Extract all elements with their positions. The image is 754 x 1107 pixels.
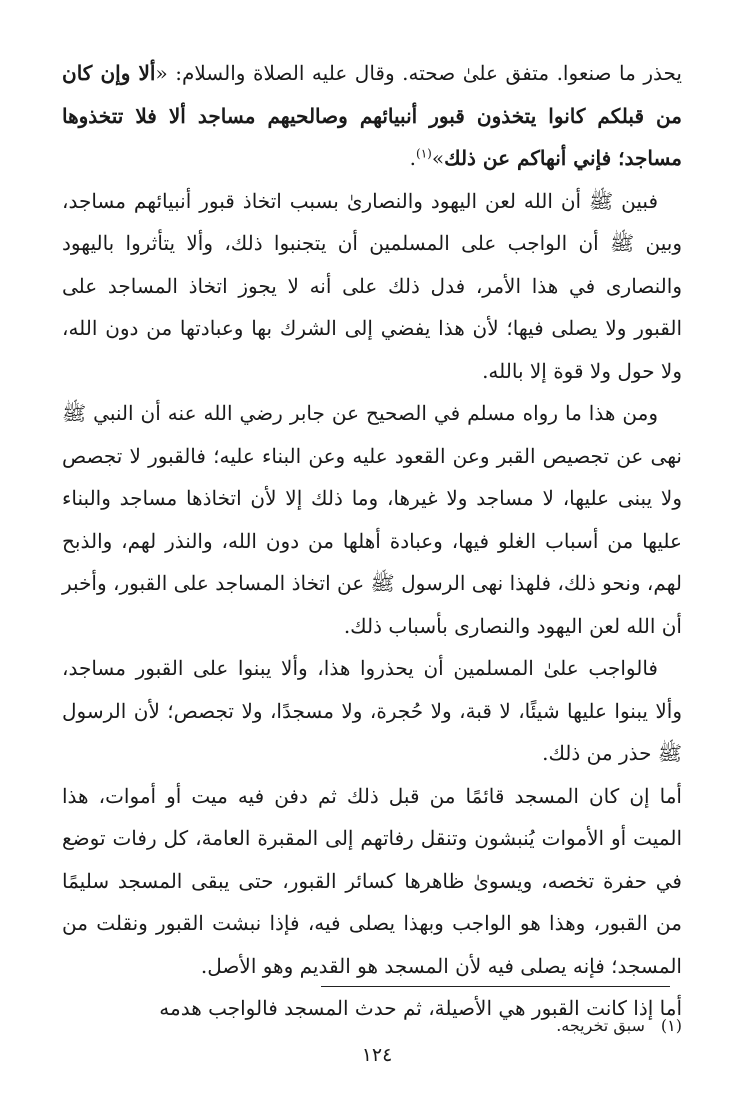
footnote — [82, 1014, 682, 1038]
paragraph-3: ومن هذا ما رواه مسلم في الصحيح عن جابر رضي الله عنه أن النبي ﷺ نهى عن تجصيص القبر وعن القعود عليه وعن البناء عليه؛ فالقبور لا تجصص ولا يبنى عليها، لا مساجد ولا غيرها، وما ذلك إلا لأن اتخاذها مساجد والبناء عليها من أسباب الغلو فيها، وعبادة أهلها من دون الله، والنذر لهم، والذبح لهم، ونحو ذلك، فلهذا نهى الرسول ﷺ عن اتخاذ المساجد على القبور، وأخبر أن الله لعن اليهود والنصارى بأسباب ذلك. — [62, 401, 682, 638]
paragraph-5: أما إن كان المسجد قائمًا من قبل ذلك ثم دفن فيه ميت أو أموات، هذا الميت أو الأموات يُنبشون وتنقل رفاتهم إلى المقبرة العامة، كل رفات توضع في حفرة تخصه، ويسوىٰ ظاهرها كسائر القبور، حتى يبقى المسجد سليمًا من القبور، وهذا هو الواجب وبهذا يصلى فيه، فإذا نبشت القبور ونقلت من المسجد؛ فإنه يصلى فيه لأن المسجد هو القديم وهو الأصل. — [62, 783, 682, 978]
page-body — [62, 52, 682, 1030]
footnote-reference[interactable]: (١) — [416, 146, 432, 161]
paragraph-2: فبين ﷺ أن الله لعن اليهود والنصارىٰ بسبب اتخاذ قبور أنبيائهم مساجد، وبين ﷺ أن الواجب على المسلمين أن يتجنبوا ذلك، وألا يتأثروا باليهود والنصارى في هذا الأمر، فدل ذلك على أنه لا يجوز اتخاذ المساجد على القبور ولا يصلى فيها؛ لأن هذا يفضي إلى الشرك بها وعبادتها من دون الله، ولا حول ولا قوة إلا بالله. — [62, 188, 682, 383]
footnote-text: سبق تخريجه. — [556, 1016, 645, 1035]
paragraph-1-end: . — [409, 146, 417, 170]
paragraph-1 — [62, 52, 682, 180]
page-number: ١٢٤ — [361, 1044, 393, 1066]
paragraph-6: أما إذا كانت القبور هي الأصيلة، ثم حدث المسجد فالواجب هدمه — [159, 996, 682, 1020]
paragraph-4: فالواجب علىٰ المسلمين أن يحذروا هذا، وألا يبنوا على القبور مساجد، وألا يبنوا عليها شيئًا، لا قبة، ولا حُجرة، ولا مسجدًا، ولا تجصص؛ لأن الرسول ﷺ حذر من ذلك. — [62, 656, 682, 765]
hadith-quote: ألا وإن كان من قبلكم كانوا يتخذون قبور أنبيائهم وصالحيهم مساجد ألا فلا تتخذوها مساجد؛ فإني أنهاكم عن ذلك — [62, 61, 682, 170]
quote-close: » — [431, 146, 445, 170]
footnote-number: (١) — [660, 1016, 682, 1035]
footnote-divider — [321, 986, 670, 987]
paragraph-1-text: يحذر ما صنعوا. متفق علىٰ صحته. وقال عليه الصلاة والسلام: « — [155, 61, 682, 85]
